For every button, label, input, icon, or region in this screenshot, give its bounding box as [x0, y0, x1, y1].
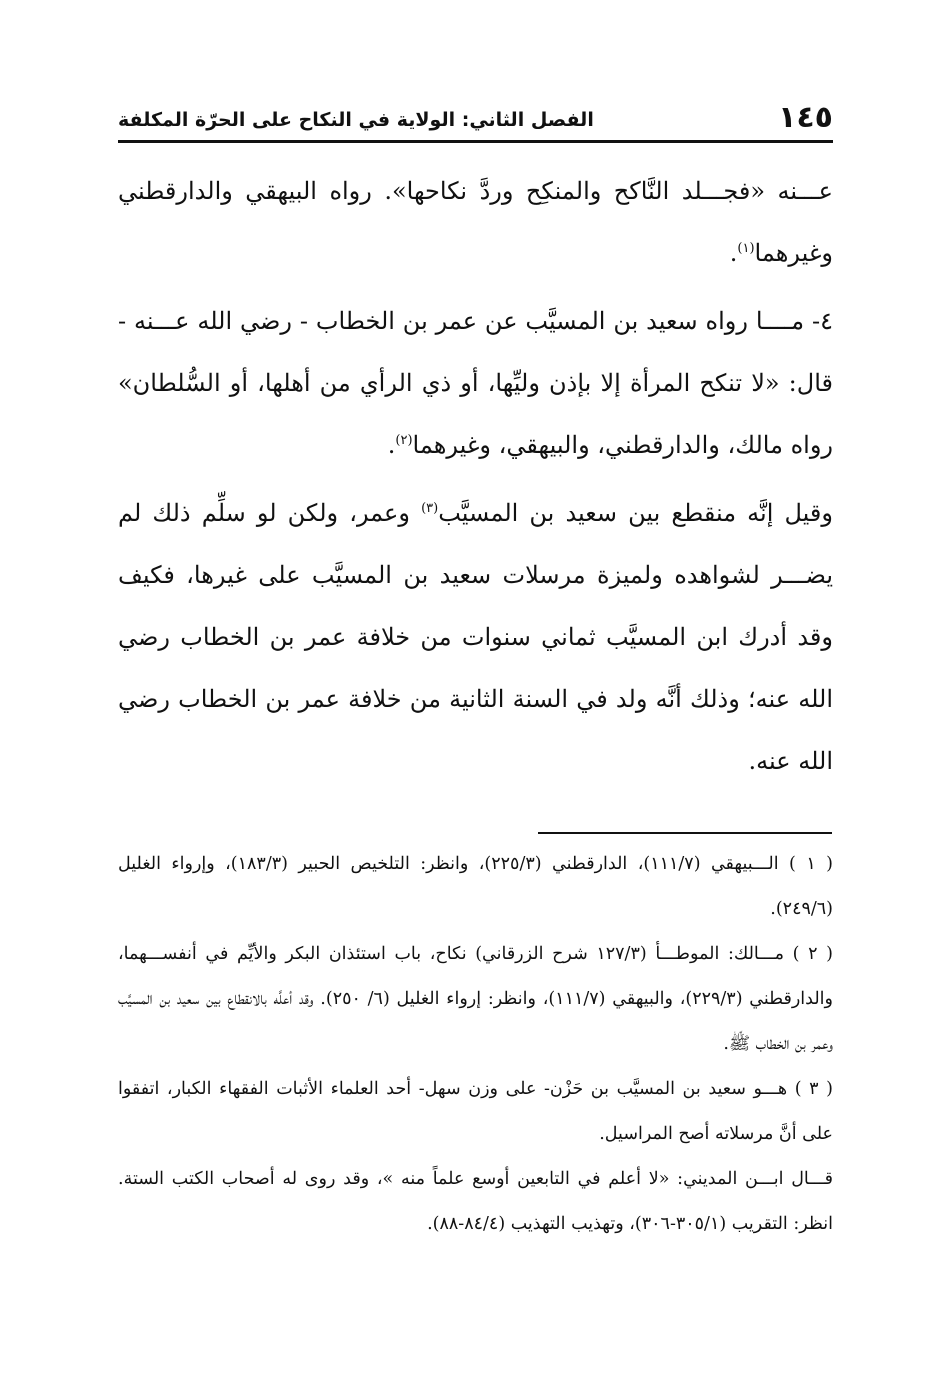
footnote [118, 842, 833, 932]
footnote-text: قـــال ابـــن المديني: «لا أعلم في التابعين أوسع علماً منه »، وقد روى له أصحاب الكتب الستة. انظر: التقريب (٣٠٥/١-٣٠٦)، وتهذيب التهذيب (٨٤/٤-٨٨). [118, 1169, 833, 1234]
paragraph-text: وعمر، ولكن لو سلِّم ذلك لم يضـــر لشواهده ولميزة مرسلات سعيد بن المسيَّب على غيرها، فكيف وقد أدرك ابن المسيَّب ثماني سنوات من خلافة عمر بن الخطاب رضي الله عنه؛ وذلك أنَّه ولد في السنة الثانية من خلافة عمر بن الخطاب رضي الله عنه. [118, 499, 833, 775]
footnotes [118, 842, 833, 1247]
paragraph [118, 482, 833, 792]
footnote [118, 932, 833, 1067]
paragraph-text: وقيل إنَّه منقطع بين سعيد بن المسيَّب [438, 499, 833, 527]
footnote-continuation [118, 1157, 833, 1247]
main-text [118, 160, 833, 792]
paragraph-text: عـــنه «فجـــلد النَّاكح والمنكِح وردَّ نكاحها». رواه البيهقي والدارقطني وغيرهما [118, 177, 833, 267]
paragraph [118, 290, 833, 476]
footnote [118, 1067, 833, 1157]
paragraph [118, 160, 833, 284]
footnote-text: الـــبيهقي (١١١/٧)، الدارقطني (٢٢٥/٣)، وانظر: التلخيص الحبير (١٨٣/٣)، وإرواء الغليل (٢٤٩/٦). [118, 854, 833, 919]
footnote-ref: (١) [737, 241, 755, 256]
running-title: الفصل الثاني: الولاية في النكاح على الحرّة المكلفة [118, 109, 594, 131]
footnote-marker: ( ٢ ) [792, 944, 833, 964]
footnote-marker: ( ٣ ) [794, 1079, 833, 1099]
footnote-text: مـــالك: الموطـــأ (١٢٧/٣ شرح الزرقاني) نكاح، باب استئذان البكر والأيِّم في أنفســـهما، والدارقطني (٢٢٩/٣)، والبيهقي (١١١/٧)، وانظر: إرواء الغليل (٦/ ٢٥٠). وقد أعلَّه بالانقطاع بين سعيد بن المسيَّب وعمر بن الخطاب ﷺ. [118, 944, 833, 1054]
footnote-text: هـــو سعيد بن المسيَّب بن حَزْن- على وزن سهل- أحد العلماء الأثبات الفقهاء الكبار، اتفقوا على أنَّ مرسلاته أصح المراسيل. [118, 1079, 833, 1144]
paragraph-text: ٤- مــــا رواه سعيد بن المسيَّب عن عمر بن الخطاب - رضي الله عـــنه - قال: «لا تنكح المرأة إلا بإذن وليِّها، أو ذي الرأي من أهلها، أو السُّلطان» رواه مالك، والدارقطني، والبيهقي، وغيرهما [118, 307, 833, 459]
paragraph-end: . [729, 239, 738, 267]
footnote-separator [538, 832, 832, 834]
paragraph-end: . [387, 431, 396, 459]
page-header [118, 96, 833, 143]
footnote-ref: (٣) [421, 501, 439, 516]
page-number: ١٤٥ [778, 100, 833, 135]
footnote-marker: ( ١ ) [789, 854, 833, 874]
footnote-ref: (٢) [395, 433, 413, 448]
